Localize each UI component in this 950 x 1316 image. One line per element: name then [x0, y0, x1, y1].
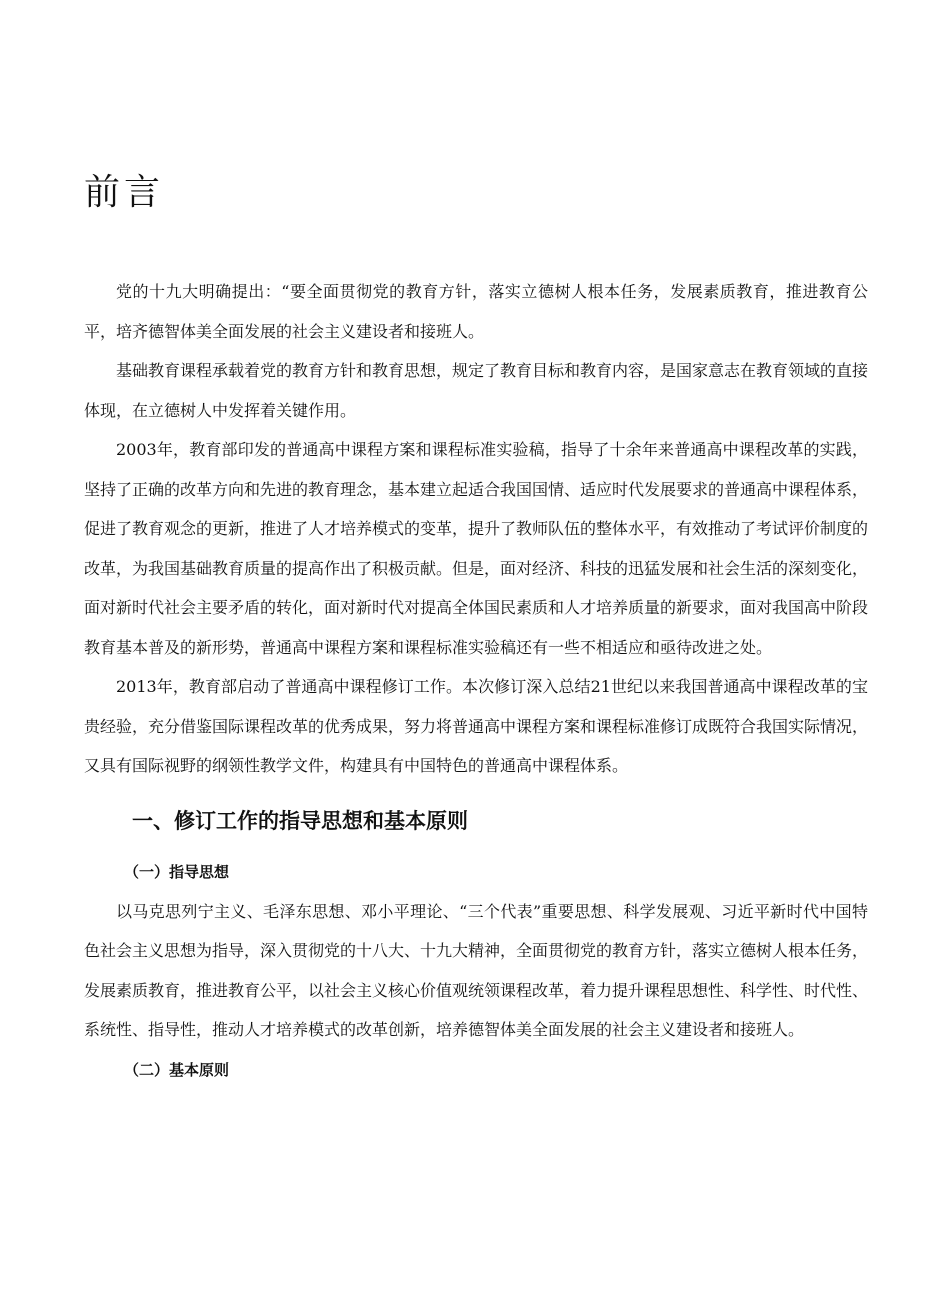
intro-paragraph-2: 基础教育课程承载着党的教育方针和教育思想，规定了教育目标和教育内容，是国家意志在教育领域的直接体现，在立德树人中发挥着关键作用。 [84, 361, 869, 420]
intro-paragraph-3: 2003年，教育部印发的普通高中课程方案和课程标准实验稿，指导了十余年来普通高中课程改革的实践，坚持了正确的改革方向和先进的教育理念，基本建立起适合我国国情、适应时代发展要求的普通高中课程体系，促进了教育观念的更新，推进了人才培养模式的变革，提升了教师队伍的整体水平，有效推动了考试评价制度的改革，为我国基础教育质量的提高作出了积极贡献。但是，面对经济、科技的迅猛发展和社会生活的深刻变化，面对新时代社会主要矛盾的转化，面对新时代对提高全体国民素质和人才培养质量的新要求，面对我国高中阶段教育基本普及的新形势，普通高中课程方案和课程标准实验稿还有一些不相适应和亟待改进之处。 [84, 440, 869, 657]
intro-paragraph-4: 2013年，教育部启动了普通高中课程修订工作。本次修订深入总结21世纪以来我国普通高中课程改革的宝贵经验，充分借鉴国际课程改革的优秀成果，努力将普通高中课程方案和课程标准修订成既符合我国实际情况，又具有国际视野的纲领性教学文件，构建具有中国特色的普通高中课程体系。 [84, 677, 869, 775]
document-body [84, 272, 868, 1090]
page-title: 前言 [84, 172, 165, 213]
subsection-heading-basic-principles: （二）基本原则 [124, 1060, 230, 1079]
intro-paragraph-1: 党的十九大明确提出：“要全面贯彻党的教育方针，落实立德树人根本任务，发展素质教育，推进教育公平，培齐德智体美全面发展的社会主义建设者和接班人。 [84, 282, 868, 341]
section-heading: 一、修订工作的指导思想和基本原则 [132, 808, 468, 833]
subsection-heading-guiding-ideology: （一）指导思想 [124, 862, 230, 881]
guiding-ideology-paragraph: 以马克思列宁主义、毛泽东思想、邓小平理论、“三个代表”重要思想、科学发展观、习近平新时代中国特色社会主义思想为指导，深入贯彻党的十八大、十九大精神，全面贯彻党的教育方针，落实立德树人根本任务，发展素质教育，推进教育公平，以社会主义核心价值观统领课程改革，着力提升课程思想性、科学性、时代性、系统性、指导性，推动人才培养模式的改革创新，培养德智体美全面发展的社会主义建设者和接班人。 [84, 901, 869, 1039]
